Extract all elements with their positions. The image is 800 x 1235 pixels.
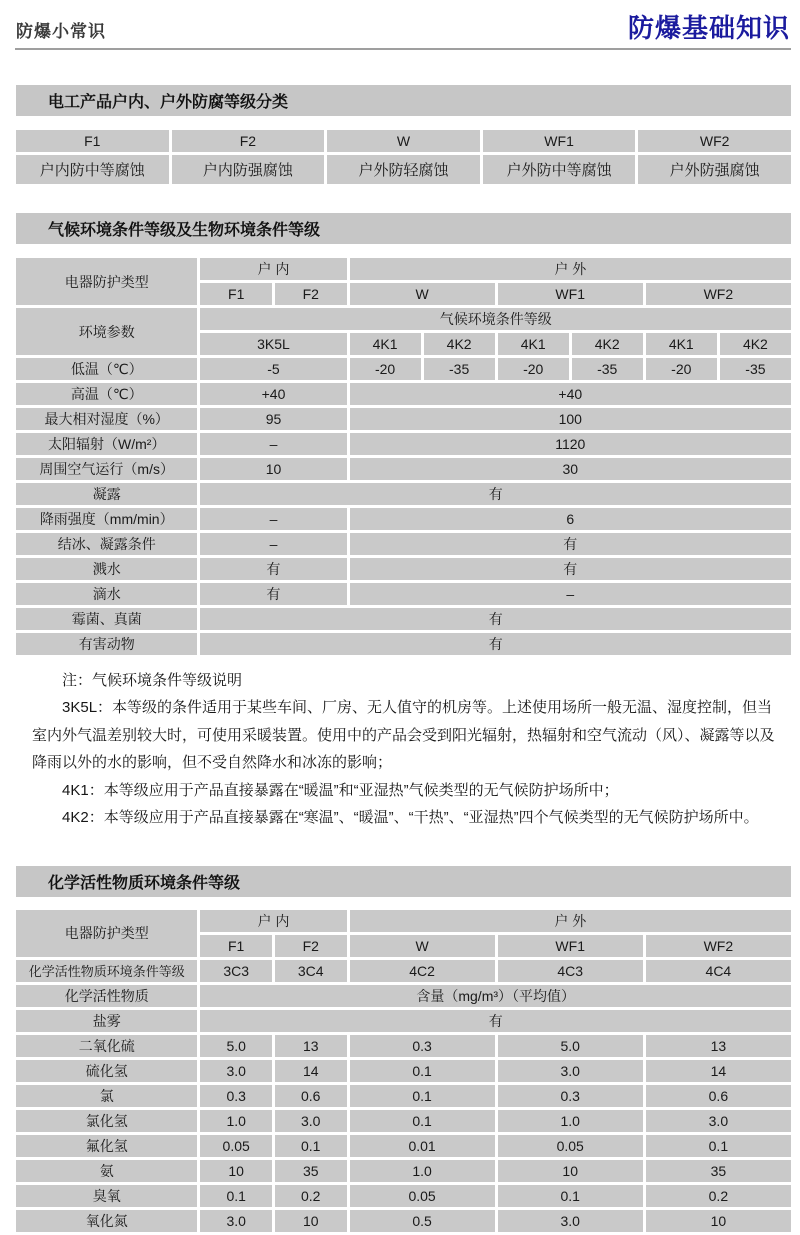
table-row xyxy=(16,1185,791,1207)
table-cell: 有 xyxy=(350,558,791,580)
table-cell: 0.3 xyxy=(498,1085,643,1107)
table-cell: – xyxy=(200,433,346,455)
row-label: 高温（℃） xyxy=(16,383,197,405)
table-cell: 3.0 xyxy=(275,1110,347,1132)
table-row xyxy=(16,960,791,982)
row-label: 盐雾 xyxy=(16,1010,197,1032)
table-cell: F2 xyxy=(275,283,347,305)
table-cell: 含量（mg/m³）（平均值） xyxy=(200,985,791,1007)
note-title: 注：气候环境条件等级说明 xyxy=(62,672,243,689)
table-cell: 0.1 xyxy=(350,1110,495,1132)
table-cell: 10 xyxy=(646,1210,791,1232)
table-row xyxy=(16,1060,791,1082)
table-cell: WF1 xyxy=(483,130,636,152)
row-label: 降雨强度（mm/min） xyxy=(16,508,197,530)
table-cell: 户外防强腐蚀 xyxy=(638,155,791,184)
table-cell: F1 xyxy=(200,283,272,305)
table-cell: 4K1 xyxy=(350,333,421,355)
table-row xyxy=(16,458,791,480)
table-cell: 10 xyxy=(275,1210,347,1232)
table-cell: -20 xyxy=(646,358,717,380)
table-cell: 14 xyxy=(646,1060,791,1082)
chemical-condition-table xyxy=(13,907,794,1235)
note-paragraph-3k5l: 3K5L：本等级的条件适用于某些车间、厂房、无人值守的机房等。上述使用场所一般无温、湿度控制，但当室内外气温差别较大时，可使用采暖装置。使用中的产品会受到阳光辐射，热辐射和空气流动（风）、凝露等以及降雨以外的水的影响，但不受自然降水和冰冻的影响； xyxy=(32,699,775,772)
table-cell: 4C4 xyxy=(646,960,791,982)
table-cell: 0.05 xyxy=(350,1185,495,1207)
table-cell: 0.3 xyxy=(200,1085,272,1107)
row-label: 滴水 xyxy=(16,583,197,605)
row-label: 化学活性物质 xyxy=(16,985,197,1007)
table-row xyxy=(16,910,791,932)
table-cell: 户 内 xyxy=(200,258,346,280)
table-cell: 3.0 xyxy=(200,1210,272,1232)
row-label: 最大相对湿度（%） xyxy=(16,408,197,430)
page-header xyxy=(0,0,800,45)
table-cell: -35 xyxy=(572,358,643,380)
section-banner-chemical xyxy=(16,866,791,897)
table-cell: 气候环境条件等级 xyxy=(200,308,791,330)
table-cell: 0.01 xyxy=(350,1135,495,1157)
table-cell: -35 xyxy=(720,358,791,380)
section-title: 化学活性物质环境条件等级 xyxy=(48,874,241,892)
page-title: 防爆基础知识 xyxy=(627,13,790,43)
row-label: 电器防护类型 xyxy=(16,910,197,957)
table-cell: 13 xyxy=(646,1035,791,1057)
table-cell: 有 xyxy=(200,558,346,580)
table-cell: 0.2 xyxy=(646,1185,791,1207)
table-cell: W xyxy=(350,935,495,957)
table-cell: F1 xyxy=(16,130,169,152)
table-cell: 13 xyxy=(275,1035,347,1057)
table-row xyxy=(16,433,791,455)
table-cell: 0.6 xyxy=(646,1085,791,1107)
table-cell: 95 xyxy=(200,408,346,430)
table-cell: WF2 xyxy=(638,130,791,152)
table-cell: 14 xyxy=(275,1060,347,1082)
notes-block xyxy=(32,667,782,832)
row-label: 氟化氢 xyxy=(16,1135,197,1157)
table-cell: 3K5L xyxy=(200,333,346,355)
table-row xyxy=(16,1010,791,1032)
row-label: 霉菌、真菌 xyxy=(16,608,197,630)
table-cell: 30 xyxy=(350,458,791,480)
table-cell: 0.1 xyxy=(646,1135,791,1157)
table-cell: 0.3 xyxy=(350,1035,495,1057)
table-cell: 3C4 xyxy=(275,960,347,982)
table-cell: F2 xyxy=(172,130,325,152)
section-banner-climate xyxy=(16,213,791,244)
table-cell: 10 xyxy=(498,1160,643,1182)
table-cell: 4K2 xyxy=(572,333,643,355)
table-cell: F2 xyxy=(275,935,347,957)
table-cell: -20 xyxy=(498,358,569,380)
note-paragraph-4k2: 4K2：本等级应用于产品直接暴露在“寒温”、“暖温”、“干热”、“亚湿热”四个气候类型的无气候防护场所中。 xyxy=(62,809,759,827)
table-cell: 0.1 xyxy=(498,1185,643,1207)
table-row xyxy=(16,408,791,430)
row-label: 凝露 xyxy=(16,483,197,505)
row-label: 氧化氮 xyxy=(16,1210,197,1232)
table-cell: F1 xyxy=(200,935,272,957)
table-cell: WF1 xyxy=(498,283,643,305)
header-divider xyxy=(15,48,791,50)
table-cell: 有 xyxy=(200,608,791,630)
table-cell: 1.0 xyxy=(498,1110,643,1132)
table-row xyxy=(16,383,791,405)
table-cell: 4C2 xyxy=(350,960,495,982)
table-cell: W xyxy=(327,130,480,152)
table-cell: 户内防强腐蚀 xyxy=(172,155,325,184)
table-cell: 0.05 xyxy=(200,1135,272,1157)
table-cell: 10 xyxy=(200,1160,272,1182)
table-cell: 5.0 xyxy=(200,1035,272,1057)
table-cell: 6 xyxy=(350,508,791,530)
section-title: 气候环境条件等级及生物环境条件等级 xyxy=(48,222,321,239)
table-cell: 有 xyxy=(200,483,791,505)
row-label: 臭氧 xyxy=(16,1185,197,1207)
table-cell: 10 xyxy=(200,458,346,480)
table-row xyxy=(16,985,791,1007)
table-cell: -20 xyxy=(350,358,421,380)
table-row xyxy=(16,533,791,555)
row-label: 化学活性物质环境条件等级 xyxy=(16,960,197,982)
table-row xyxy=(16,608,791,630)
table-cell: 0.2 xyxy=(275,1185,347,1207)
table-cell: – xyxy=(200,508,346,530)
table-row xyxy=(16,583,791,605)
table-row xyxy=(16,1035,791,1057)
table-row xyxy=(16,308,791,330)
table-cell: W xyxy=(350,283,495,305)
table-cell: -35 xyxy=(424,358,495,380)
table-cell: 户 外 xyxy=(350,258,791,280)
row-label: 低温（℃） xyxy=(16,358,197,380)
table-cell: 3.0 xyxy=(200,1060,272,1082)
row-label: 周围空气运行（m/s） xyxy=(16,458,197,480)
table-cell: 户外防中等腐蚀 xyxy=(483,155,636,184)
row-label: 结冰、凝露条件 xyxy=(16,533,197,555)
table-cell: 35 xyxy=(646,1160,791,1182)
table-cell: 5.0 xyxy=(498,1035,643,1057)
table-row xyxy=(16,155,791,184)
table-cell: 4K1 xyxy=(498,333,569,355)
table-cell: 4K1 xyxy=(646,333,717,355)
table-cell: 0.1 xyxy=(200,1185,272,1207)
table-row xyxy=(16,1135,791,1157)
table-cell: 0.1 xyxy=(350,1085,495,1107)
table-cell: 1120 xyxy=(350,433,791,455)
table-row xyxy=(16,1085,791,1107)
row-label: 二氧化硫 xyxy=(16,1035,197,1057)
table-cell: 有 xyxy=(200,1010,791,1032)
table-cell: WF2 xyxy=(646,283,791,305)
table-cell: 3.0 xyxy=(646,1110,791,1132)
table-row xyxy=(16,633,791,655)
section-banner-corrosion xyxy=(16,85,791,116)
table-cell: 3.0 xyxy=(498,1210,643,1232)
row-label: 电器防护类型 xyxy=(16,258,197,305)
table-cell: 35 xyxy=(275,1160,347,1182)
table-row xyxy=(16,258,791,280)
page-subtitle: 防爆小常识 xyxy=(16,22,106,41)
table-cell: 0.1 xyxy=(350,1060,495,1082)
table-row xyxy=(16,1110,791,1132)
table-cell: 1.0 xyxy=(350,1160,495,1182)
table-row xyxy=(16,358,791,380)
table-cell: – xyxy=(200,533,346,555)
table-cell: 4K2 xyxy=(720,333,791,355)
table-row xyxy=(16,1210,791,1232)
table-cell: 0.1 xyxy=(275,1135,347,1157)
table-cell: – xyxy=(350,583,791,605)
row-label: 氨 xyxy=(16,1160,197,1182)
table-row xyxy=(16,508,791,530)
table-cell: 户 内 xyxy=(200,910,346,932)
table-cell: +40 xyxy=(350,383,791,405)
page-content xyxy=(16,85,791,1235)
table-cell: +40 xyxy=(200,383,346,405)
table-cell: 3.0 xyxy=(498,1060,643,1082)
table-cell: 4C3 xyxy=(498,960,643,982)
climate-condition-table xyxy=(13,255,794,658)
table-cell: 100 xyxy=(350,408,791,430)
table-cell: 1.0 xyxy=(200,1110,272,1132)
row-label: 氯 xyxy=(16,1085,197,1107)
table-cell: WF2 xyxy=(646,935,791,957)
table-cell: 4K2 xyxy=(424,333,495,355)
table-cell: 有 xyxy=(200,633,791,655)
section-title: 电工产品户内、户外防腐等级分类 xyxy=(48,94,289,111)
table-cell: 有 xyxy=(200,583,346,605)
row-label: 太阳辐射（W/m²） xyxy=(16,433,197,455)
table-cell: 0.05 xyxy=(498,1135,643,1157)
table-row xyxy=(16,483,791,505)
row-label: 有害动物 xyxy=(16,633,197,655)
table-cell: -5 xyxy=(200,358,346,380)
table-cell: 户外防轻腐蚀 xyxy=(327,155,480,184)
row-label: 氯化氢 xyxy=(16,1110,197,1132)
table-cell: 有 xyxy=(350,533,791,555)
table-cell: 户内防中等腐蚀 xyxy=(16,155,169,184)
row-label: 硫化氢 xyxy=(16,1060,197,1082)
table-row xyxy=(16,558,791,580)
table-cell: 0.5 xyxy=(350,1210,495,1232)
row-label: 环境参数 xyxy=(16,308,197,355)
corrosion-class-table xyxy=(13,127,794,187)
table-cell: 户 外 xyxy=(350,910,791,932)
row-label: 溅水 xyxy=(16,558,197,580)
table-row xyxy=(16,130,791,152)
table-cell: 3C3 xyxy=(200,960,272,982)
table-cell: 0.6 xyxy=(275,1085,347,1107)
table-cell: WF1 xyxy=(498,935,643,957)
note-paragraph-4k1: 4K1：本等级应用于产品直接暴露在“暖温”和“亚湿热”气候类型的无气候防护场所中； xyxy=(62,781,619,799)
table-row xyxy=(16,1160,791,1182)
